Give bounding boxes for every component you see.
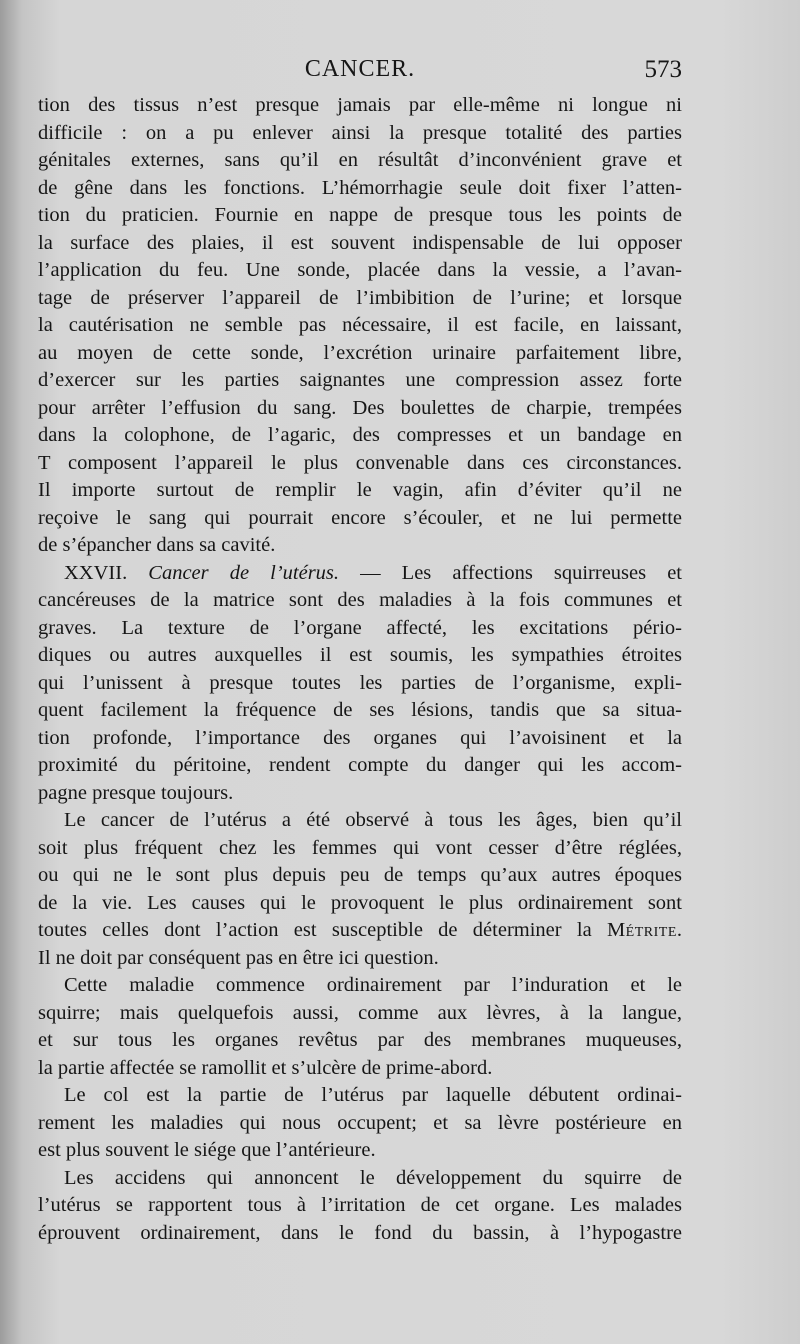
text-segment: quent facilement la fréquence de ses lésions, tandis que sa situa- bbox=[38, 699, 682, 721]
text-segment: Le col est la partie de l’utérus par laquelle débutent ordinai- bbox=[64, 1084, 682, 1106]
text-segment: graves. La texture de l’organe affecté, les excitations pério- bbox=[38, 616, 682, 639]
text-segment: — Les affections squirreuses et bbox=[339, 561, 682, 584]
text-line bbox=[38, 725, 682, 753]
section-title: Cancer de l’utérus. bbox=[148, 561, 340, 584]
text-segment: Le cancer de l’utérus a été observé à tous les âges, bien qu’il bbox=[64, 809, 682, 831]
text-line bbox=[38, 285, 682, 313]
text-line bbox=[38, 642, 682, 670]
text-segment: qui l’unissent à presque toutes les parties de l’organisme, expli- bbox=[38, 671, 682, 694]
text-line bbox=[38, 890, 682, 918]
page-header bbox=[38, 56, 682, 90]
text-segment: la surface des plaies, il est souvent indispensable de lui opposer bbox=[38, 231, 682, 254]
text-line bbox=[38, 945, 682, 973]
text-segment: XXVII. bbox=[64, 561, 149, 584]
text-line bbox=[38, 1165, 682, 1193]
text-segment: rement les maladies qui nous occupent; et sa lèvre postérieure en bbox=[38, 1111, 682, 1134]
text-segment: pour arrêter l’effusion du sang. Des boulettes de charpie, trempées bbox=[38, 396, 682, 419]
text-line bbox=[38, 422, 682, 450]
text-segment: est plus souvent le siége que l’antérieure. bbox=[38, 1139, 376, 1161]
text-line bbox=[38, 395, 682, 423]
text-line bbox=[38, 835, 682, 863]
text-line bbox=[38, 1082, 682, 1110]
text-segment: soit plus fréquent chez les femmes qui vont cesser d’être réglées, bbox=[38, 836, 682, 859]
text-segment: au moyen de cette sonde, l’excrétion urinaire parfaitement libre, bbox=[38, 341, 682, 364]
text-line bbox=[38, 450, 682, 478]
text-segment: tion des tissus n’est presque jamais par elle-même ni longue ni bbox=[38, 94, 682, 116]
text-line bbox=[38, 230, 682, 258]
text-segment: Il ne doit par conséquent pas en être ici question. bbox=[38, 946, 439, 969]
text-segment: la partie affectée se ramollit et s’ulcère de prime-abord. bbox=[38, 1056, 493, 1079]
text-line bbox=[38, 1027, 682, 1055]
text-line bbox=[38, 477, 682, 505]
text-segment: cancéreuses de la matrice sont des maladies à la fois communes et bbox=[38, 589, 682, 611]
text-segment: Les accidens qui annoncent le développement du squirre de bbox=[64, 1166, 682, 1189]
text-line bbox=[38, 972, 682, 1000]
text-line bbox=[38, 532, 682, 560]
text-line bbox=[38, 175, 682, 203]
text-line bbox=[38, 367, 682, 395]
text-line bbox=[38, 312, 682, 340]
text-segment: T composent l’appareil le plus convenable dans ces circonstances. bbox=[38, 451, 682, 474]
text-line bbox=[38, 1192, 682, 1220]
text-line bbox=[38, 147, 682, 175]
text-segment: diques ou autres auxquelles il est soumis, les sympathies étroites bbox=[38, 644, 682, 666]
text-segment: de s’épancher dans sa cavité. bbox=[38, 534, 276, 556]
text-segment: la cautérisation ne semble pas nécessaire, il est facile, en laissant, bbox=[38, 314, 682, 336]
page-number: 573 bbox=[644, 56, 682, 83]
text-line bbox=[38, 807, 682, 835]
text-segment: Cette maladie commence ordinairement par l’induration et le bbox=[64, 974, 682, 996]
text-line bbox=[38, 587, 682, 615]
text-segment: tion profonde, l’importance des organes qui l’avoisinent et la bbox=[38, 726, 682, 749]
text-line bbox=[38, 917, 682, 945]
text-segment: squirre; mais quelquefois aussi, comme aux lèvres, à la langue, bbox=[38, 1001, 682, 1024]
text-segment: Il importe surtout de remplir le vagin, afin d’éviter qu’il ne bbox=[38, 479, 682, 501]
body-text bbox=[38, 92, 682, 1247]
text-line bbox=[38, 1055, 682, 1083]
text-segment: tion du praticien. Fournie en nappe de presque tous les points de bbox=[38, 204, 682, 226]
text-line bbox=[38, 257, 682, 285]
text-segment: d’exercer sur les parties saignantes une compression assez forte bbox=[38, 369, 682, 391]
text-line bbox=[38, 560, 682, 588]
text-line bbox=[38, 202, 682, 230]
running-head: CANCER. bbox=[304, 56, 416, 82]
cross-reference: Métrite bbox=[606, 919, 677, 941]
text-line bbox=[38, 1137, 682, 1165]
text-line bbox=[38, 1000, 682, 1028]
text-line bbox=[38, 615, 682, 643]
text-segment: difficile : on a pu enlever ainsi la presque totalité des parties bbox=[38, 121, 682, 144]
text-line bbox=[38, 120, 682, 148]
text-line bbox=[38, 670, 682, 698]
text-segment: de la vie. Les causes qui le provoquent le plus ordinairement sont bbox=[38, 891, 682, 914]
text-segment: éprouvent ordinairement, dans le fond du bassin, à l’hypogastre bbox=[38, 1221, 682, 1244]
text-line bbox=[38, 697, 682, 725]
text-line bbox=[38, 92, 682, 120]
text-segment: génitales externes, sans qu’il en résultât d’inconvénient grave et bbox=[38, 149, 682, 171]
text-segment: . bbox=[676, 919, 682, 941]
text-segment: l’application du feu. Une sonde, placée dans la vessie, a l’avan- bbox=[38, 259, 682, 281]
text-segment: reçoive le sang qui pourrait encore s’écouler, et ne lui permette bbox=[38, 506, 682, 529]
text-segment: toutes celles dont l’action est susceptible de déterminer la bbox=[38, 919, 607, 941]
text-segment: proximité du péritoine, rendent compte du danger qui les accom- bbox=[38, 754, 682, 776]
text-line bbox=[38, 862, 682, 890]
text-line bbox=[38, 752, 682, 780]
text-line bbox=[38, 1220, 682, 1248]
text-segment: de gêne dans les fonctions. L’hémorrhagie seule doit fixer l’atten- bbox=[38, 176, 682, 199]
text-line bbox=[38, 780, 682, 808]
text-segment: pagne presque toujours. bbox=[38, 781, 234, 804]
text-line bbox=[38, 340, 682, 368]
text-segment: dans la colophone, de l’agaric, des compresses et un bandage en bbox=[38, 424, 682, 446]
text-line bbox=[38, 505, 682, 533]
text-segment: tage de préserver l’appareil de l’imbibition de l’urine; et lorsque bbox=[38, 286, 682, 309]
text-segment: et sur tous les organes revêtus par des membranes muqueuses, bbox=[38, 1029, 682, 1051]
text-segment: l’utérus se rapportent tous à l’irritation de cet organe. Les malades bbox=[38, 1194, 682, 1216]
text-segment: ou qui ne le sont plus depuis peu de temps qu’aux autres époques bbox=[38, 864, 682, 886]
text-line bbox=[38, 1110, 682, 1138]
